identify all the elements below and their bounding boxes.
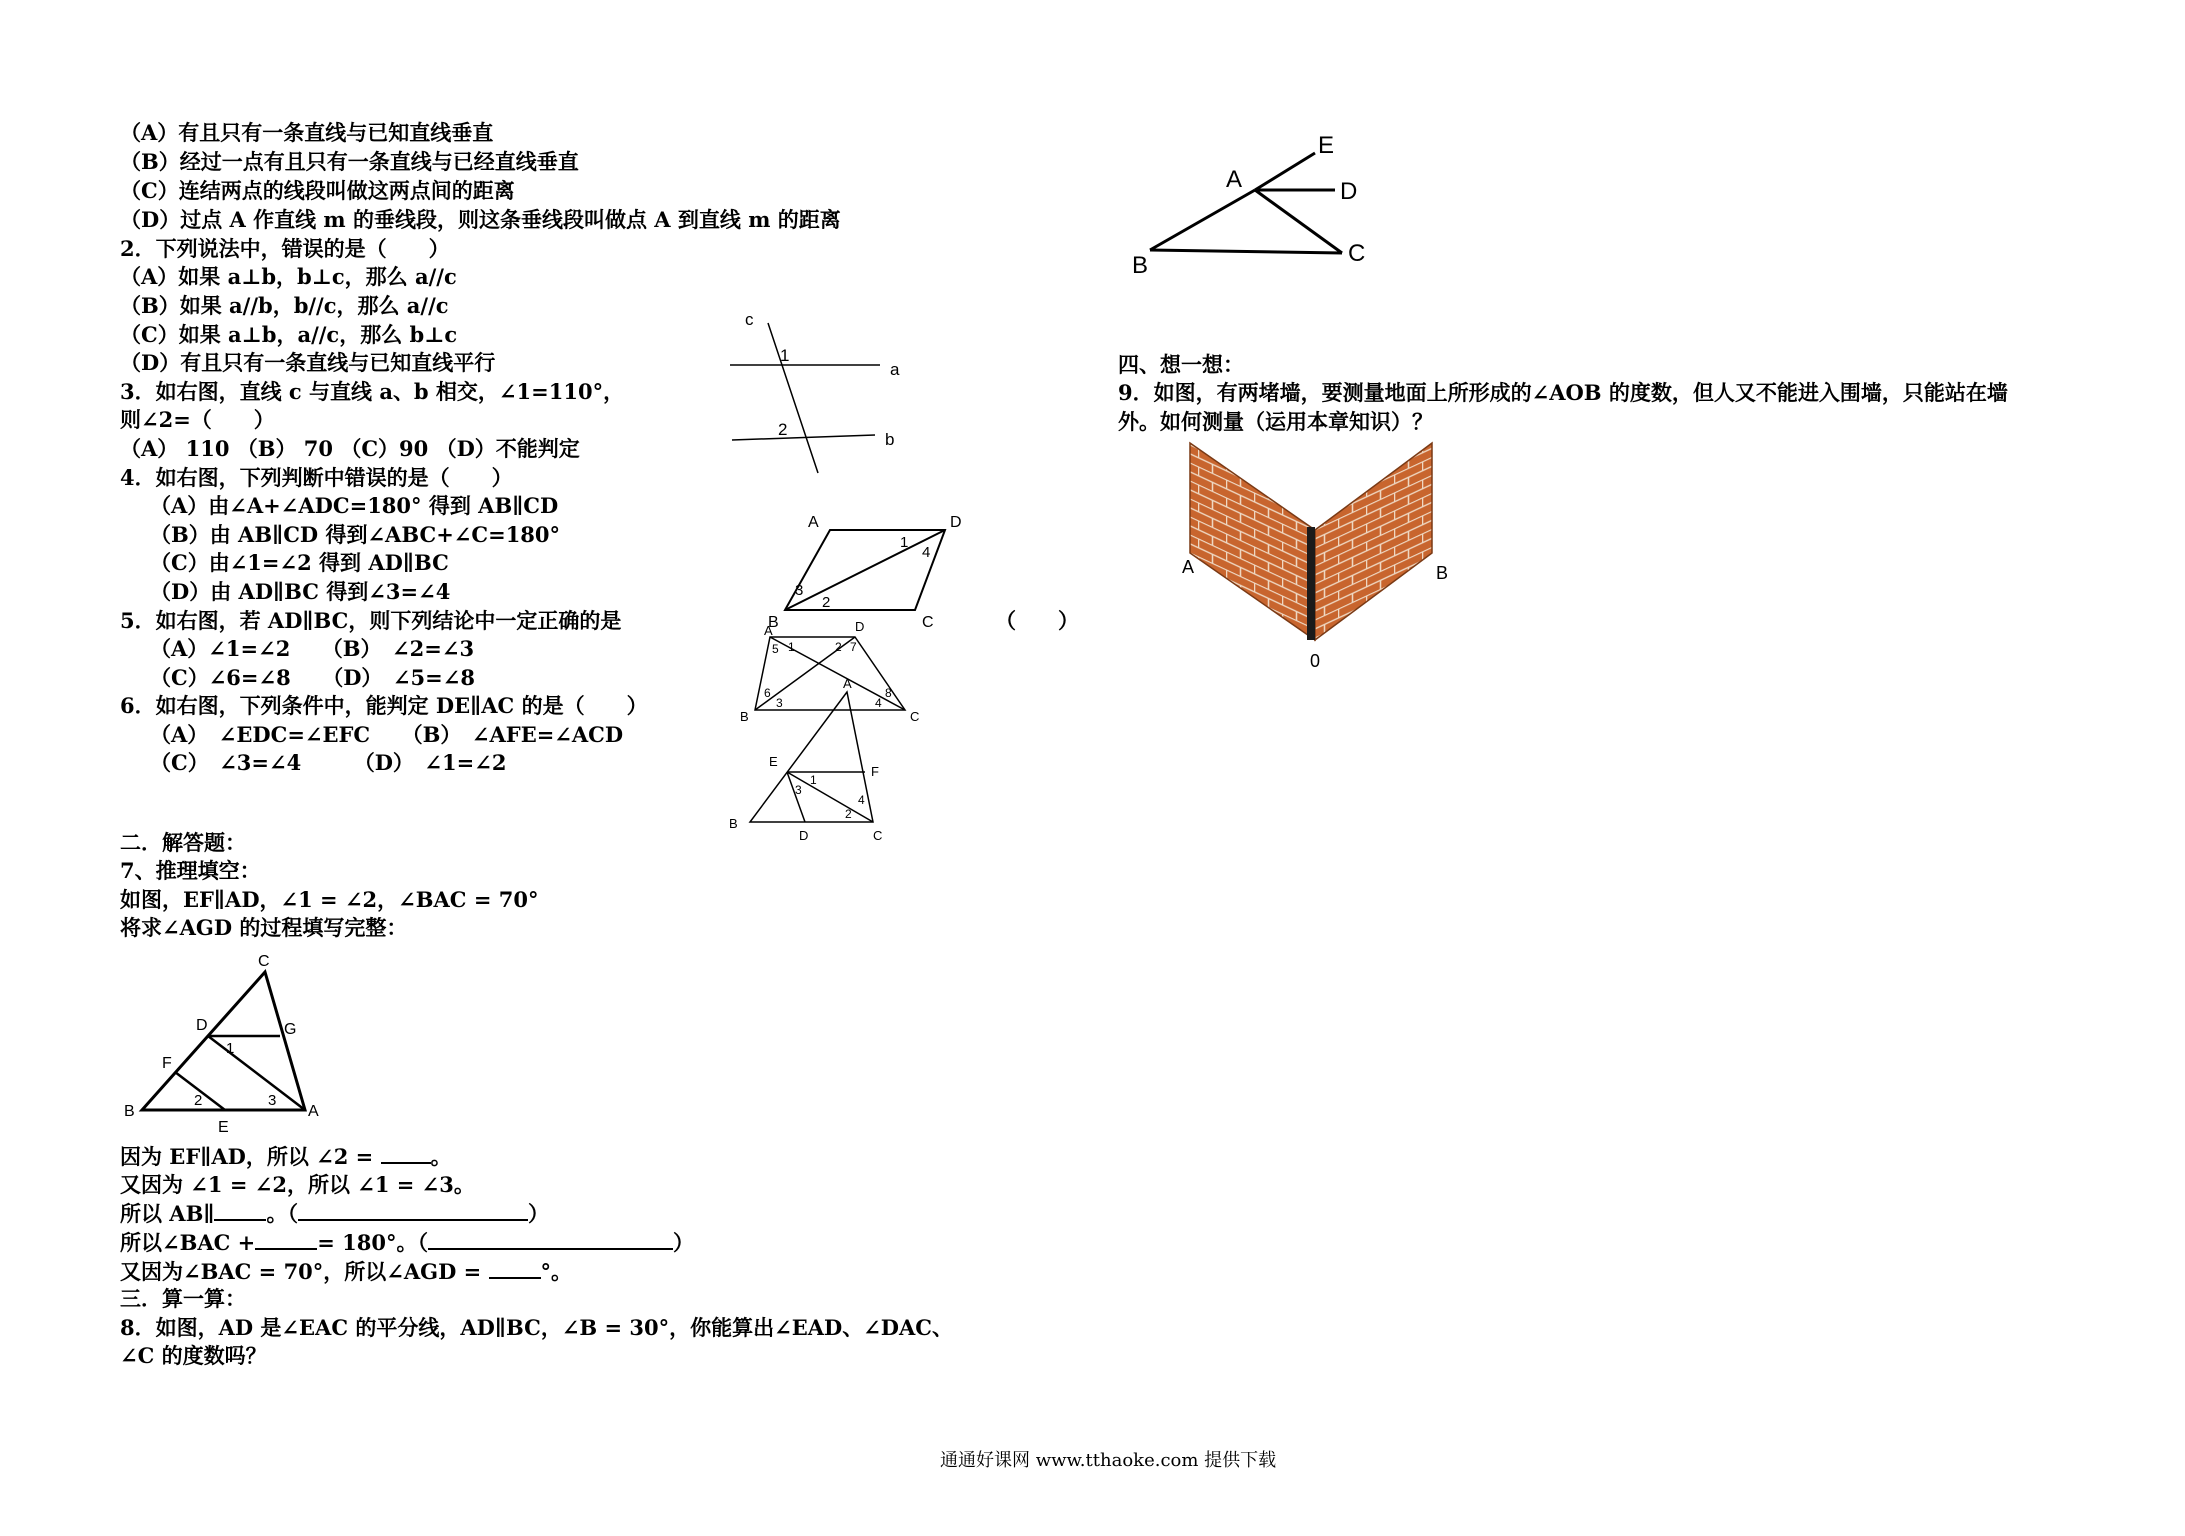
q7-step-2 xyxy=(120,1171,475,1199)
q1-option-a: （A）有且只有一条直线与已知直线垂直 xyxy=(120,120,494,145)
q3-stem-line2: 则∠2=（ ） xyxy=(120,407,275,432)
q7-step-1 xyxy=(120,1142,452,1171)
q7-step-3-text: 所以 AB∥ xyxy=(120,1201,215,1226)
q3-label-a: a xyxy=(890,360,900,379)
q4-label-angle2: 2 xyxy=(822,594,831,611)
q7-label-angle1: 1 xyxy=(226,1040,235,1057)
q2-option-d: （D）有且只有一条直线与已知直线平行 xyxy=(120,350,496,375)
q4-label-angle1: 1 xyxy=(900,534,909,551)
q4-stem: 4．如右图，下列判断中错误的是（ ） xyxy=(120,465,513,490)
q2-stem: 2．下列说法中，错误的是（ ） xyxy=(120,236,450,261)
q6-stem: 6．如右图，下列条件中，能判定 DE∥AC 的是（ ） xyxy=(120,693,648,718)
q4-label-angle4: 4 xyxy=(922,544,931,561)
q7-step-5-text: 又因为∠BAC = 70°，所以∠AGD = xyxy=(120,1259,489,1284)
q3-figure xyxy=(720,305,910,475)
q7-label-angle2: 2 xyxy=(194,1092,203,1109)
q6-label-A: A xyxy=(843,676,852,691)
q7-blank-3[interactable] xyxy=(298,1199,528,1221)
footer-credit: 通通好课网 www.tthaoke.com 提供下载 xyxy=(940,1450,1277,1471)
q8-segment-ac xyxy=(1255,190,1342,253)
q7-label-G: G xyxy=(284,1021,297,1038)
q5-stem: 5．如右图，若 AD∥BC，则下列结论中一定正确的是 xyxy=(120,608,622,633)
q7-step-4-text: 所以∠BAC + xyxy=(120,1230,256,1255)
q7-step-2-text: 又因为 ∠1 = ∠2，所以 ∠1 = ∠3。 xyxy=(120,1172,475,1197)
q7-step-3 xyxy=(120,1199,549,1228)
q3-label-b: b xyxy=(885,430,895,449)
q6-label-3: 3 xyxy=(795,783,802,797)
q7-blank-6[interactable] xyxy=(489,1257,541,1279)
q5-label-7: 7 xyxy=(850,640,857,654)
q9-line1: 9．如图，有两堵墙，要测量地面上所形成的∠AOB 的度数，但人又不能进入围墙，只能站在墙 xyxy=(1118,380,2008,405)
q4-label-angle3: 3 xyxy=(795,582,804,599)
q3-label-angle1: 1 xyxy=(780,346,790,365)
left-brick-wall xyxy=(1190,443,1315,640)
section4-heading: 四、想一想： xyxy=(1118,352,1244,377)
q7-step-3-mid: 。（ xyxy=(266,1201,298,1226)
q6-label-E: E xyxy=(769,754,778,769)
right-brick-wall xyxy=(1315,443,1432,640)
q3-options: （A） 110 （B） 70 （C）90 （D）不能判定 xyxy=(120,436,580,461)
q7-task: 将求∠AGD 的过程填写完整： xyxy=(120,915,408,940)
q7-step-1-end: 。 xyxy=(430,1144,452,1169)
q8-label-E: E xyxy=(1318,132,1335,159)
q4-label-B: B xyxy=(768,614,779,631)
q5-label-5: 5 xyxy=(772,642,779,656)
q5-label-D: D xyxy=(855,619,865,634)
q6-label-2: 2 xyxy=(845,807,852,821)
q2-option-c: （C）如果 a⊥b，a//c，那么 b⊥c xyxy=(120,322,458,347)
q6-options-row2: （C） ∠3=∠4 （D） ∠1=∠2 xyxy=(150,750,507,775)
q6-label-B: B xyxy=(729,816,738,831)
q7-label-D: D xyxy=(196,1017,208,1034)
q8-label-D: D xyxy=(1340,178,1358,205)
q4-label-A: A xyxy=(808,514,819,531)
q7-figure xyxy=(120,950,340,1140)
q8-line2: ∠C 的度数吗？ xyxy=(120,1343,267,1368)
q2-option-a: （A）如果 a⊥b，b⊥c，那么 a//c xyxy=(120,264,457,289)
q5-label-1: 1 xyxy=(788,640,795,654)
q7-step-5 xyxy=(120,1257,572,1286)
q7-blank-4[interactable] xyxy=(255,1228,317,1250)
q7-given: 如图，EF∥AD，∠1 = ∠2，∠BAC = 70° xyxy=(120,887,539,912)
q9-label-B: B xyxy=(1436,563,1449,583)
q8-segment-bc xyxy=(1150,250,1342,253)
q5-label-B: B xyxy=(740,709,749,724)
wall-corner-edge xyxy=(1307,527,1315,640)
q4-option-d: （D）由 AD∥BC 得到∠3=∠4 xyxy=(150,579,451,604)
q5-options-row1: （A）∠1=∠2 （B） ∠2=∠3 xyxy=(150,636,475,661)
q6-label-D: D xyxy=(799,828,809,842)
q1-option-c: （C）连结两点的线段叫做这两点间的距离 xyxy=(120,178,515,203)
q3-stem-line1: 3．如右图，直线 c 与直线 a、b 相交，∠1=110°， xyxy=(120,379,625,404)
q5-options-row2: （C）∠6=∠8 （D） ∠5=∠8 xyxy=(150,665,475,690)
q6-label-1: 1 xyxy=(810,773,817,787)
q1-option-d: （D）过点 A 作直线 m 的垂线段，则这条垂线段叫做点 A 到直线 m 的距离 xyxy=(120,207,841,232)
q3-label-c: c xyxy=(745,310,754,329)
q8-figure xyxy=(1120,125,1390,285)
q5-label-4: 4 xyxy=(875,696,882,710)
q5-label-2: 2 xyxy=(835,640,842,654)
q9-line2: 外。如何测量（运用本章知识）？ xyxy=(1118,409,1433,434)
q9-label-A: A xyxy=(1182,557,1195,577)
q7-title: 7、推理填空： xyxy=(120,858,261,883)
q4-diagonal-bd xyxy=(785,530,945,610)
q3-line-b xyxy=(732,435,875,440)
q7-triangle-abc xyxy=(142,972,305,1110)
q4-label-D: D xyxy=(950,514,962,531)
q5-label-8: 8 xyxy=(885,686,892,700)
q7-step-4-mid: = 180°。（ xyxy=(317,1230,429,1255)
q7-step-4-end: ） xyxy=(673,1230,695,1255)
q5-answer-paren: （ ） xyxy=(995,608,1079,633)
q8-label-A: A xyxy=(1226,166,1243,193)
q7-step-4 xyxy=(120,1228,694,1257)
q7-label-B: B xyxy=(124,1103,135,1120)
q6-segment-ed xyxy=(787,772,805,822)
q4-option-a: （A）由∠A+∠ADC=180° 得到 AB∥CD xyxy=(150,493,559,518)
q9-wall-figure xyxy=(1170,435,1460,675)
q7-label-A: A xyxy=(308,1103,319,1120)
q8-ray-ae xyxy=(1255,153,1315,190)
q5-label-6: 6 xyxy=(764,686,771,700)
q6-label-C: C xyxy=(873,828,883,842)
q3-label-angle2: 2 xyxy=(778,420,788,439)
q7-label-F: F xyxy=(162,1055,172,1072)
q4-option-b: （B）由 AB∥CD 得到∠ABC+∠C=180° xyxy=(150,522,561,547)
q5-label-3: 3 xyxy=(776,696,783,710)
q7-blank-2[interactable] xyxy=(214,1199,266,1221)
section3-heading: 三．算一算： xyxy=(120,1286,246,1311)
q7-step-5-end: °。 xyxy=(540,1259,573,1284)
q8-line1: 8．如图，AD 是∠EAC 的平分线，AD∥BC，∠B = 30°，你能算出∠EAD、∠DAC、 xyxy=(120,1315,954,1340)
q7-blank-1[interactable] xyxy=(381,1142,431,1164)
q1-option-b: （B）经过一点有且只有一条直线与已经直线垂直 xyxy=(120,149,579,174)
q8-label-C: C xyxy=(1348,240,1366,267)
q3-line-c xyxy=(768,323,818,473)
q6-label-4: 4 xyxy=(858,793,865,807)
q7-label-angle3: 3 xyxy=(268,1092,277,1109)
q6-options-row1: （A） ∠EDC=∠EFC （B） ∠AFE=∠ACD xyxy=(150,722,624,747)
q7-step-1-text: 因为 EF∥AD，所以 ∠2 = xyxy=(120,1144,381,1169)
q7-step-3-end: ） xyxy=(527,1201,549,1226)
q7-label-C: C xyxy=(258,953,270,970)
q8-segment-ba xyxy=(1150,190,1255,250)
q5-label-C: C xyxy=(910,709,920,724)
q4-label-C: C xyxy=(922,614,934,631)
q6-figure xyxy=(725,672,905,842)
section2-heading: 二．解答题： xyxy=(120,830,246,855)
q2-option-b: （B）如果 a//b，b//c，那么 a//c xyxy=(120,293,449,318)
q7-label-E: E xyxy=(218,1119,229,1136)
q9-label-O: 0 xyxy=(1310,651,1321,671)
q7-segment-ad xyxy=(208,1036,305,1110)
q8-label-B: B xyxy=(1132,252,1149,279)
q6-label-F: F xyxy=(871,764,879,779)
q5-label-A: A xyxy=(764,623,773,638)
q4-option-c: （C）由∠1=∠2 得到 AD∥BC xyxy=(150,550,449,575)
q7-blank-5[interactable] xyxy=(428,1228,673,1250)
